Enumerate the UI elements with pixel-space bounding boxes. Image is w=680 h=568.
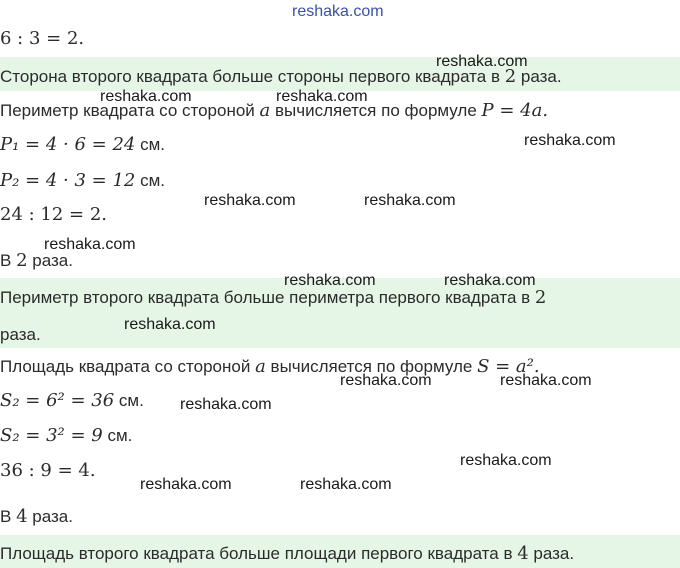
watermark: reshaka.com (524, 132, 616, 149)
answer-text: В (0, 251, 17, 270)
answer-tail: раза. (27, 251, 73, 270)
formula-perimeter: P = 4a. (481, 100, 549, 121)
formula-p2: P₂ = 4 · 3 = 12 (0, 170, 136, 191)
watermark: reshaka.com (204, 192, 296, 209)
answer-area (0, 506, 73, 527)
equation-ratio-perimeters: 24 : 12 = 2. (0, 204, 108, 225)
watermark: reshaka.com (500, 372, 592, 389)
watermark: reshaka.com (100, 88, 192, 105)
conclusion-text: Площадь второго квадрата больше площади первого квадрата в (0, 544, 518, 563)
watermark: reshaka.com (180, 396, 272, 413)
conclusion-perimeters (0, 287, 546, 308)
answer-number: 2 (16, 250, 28, 271)
watermark: reshaka.com (276, 88, 368, 105)
conclusion-text: Периметр второго квадрата больше периметра первого квадрата в (0, 288, 535, 307)
sentence-mid: вычисляется по формуле (270, 101, 482, 120)
watermark: reshaka.com (460, 452, 552, 469)
watermark: reshaka.com (44, 236, 136, 253)
watermark: reshaka.com (300, 476, 392, 493)
conclusion-perimeters-tail: раза. (0, 325, 41, 344)
formula-area: S = a². (477, 356, 540, 377)
answer-number: 4 (16, 506, 28, 527)
unit-cm: см. (114, 391, 144, 410)
perimeter-2-line (0, 170, 165, 191)
formula-s1: S₂ = 6² = 36 (0, 390, 115, 411)
formula-p1: P₁ = 4 · 6 = 24 (0, 134, 136, 155)
equation-ratio-sides: 6 : 3 = 2. (0, 28, 85, 49)
sentence-text: Площадь квадрата со стороной (0, 357, 256, 376)
watermark: reshaka.com (124, 316, 216, 333)
formula-s2: S₂ = 3² = 9 (0, 425, 103, 446)
conclusion-areas (0, 543, 574, 564)
watermark: reshaka.com (292, 3, 384, 20)
equation-ratio-areas: 36 : 9 = 4. (0, 460, 96, 481)
unit-cm: см. (135, 171, 165, 190)
area-1-line (0, 390, 144, 411)
conclusion-tail: раза. (516, 67, 562, 86)
variable-a: a (259, 100, 271, 121)
variable-a: a (255, 356, 266, 377)
watermark: reshaka.com (140, 476, 232, 493)
conclusion-text: Сторона второго квадрата больше стороны первого квадрата в (0, 67, 505, 86)
unit-cm: см. (102, 426, 133, 445)
answer-tail: раза. (27, 507, 73, 526)
conclusion-number: 4 (517, 543, 529, 564)
sentence-mid: вычисляется по формуле (265, 357, 478, 376)
watermark: reshaka.com (284, 272, 376, 289)
area-formula-sentence (0, 356, 540, 377)
watermark: reshaka.com (340, 372, 432, 389)
area-2-line (0, 425, 132, 446)
sentence-text: Периметр квадрата со стороной (0, 101, 260, 120)
perimeter-1-line (0, 134, 165, 155)
conclusion-tail: раза. (528, 544, 575, 563)
conclusion-number: 2 (504, 66, 517, 87)
perimeter-formula-sentence (0, 100, 548, 121)
conclusion-number: 2 (534, 287, 547, 308)
watermark: reshaka.com (364, 192, 456, 209)
watermark: reshaka.com (444, 272, 536, 289)
watermark: reshaka.com (436, 53, 528, 70)
answer-text: В (0, 507, 17, 526)
unit-cm: см. (135, 135, 165, 154)
